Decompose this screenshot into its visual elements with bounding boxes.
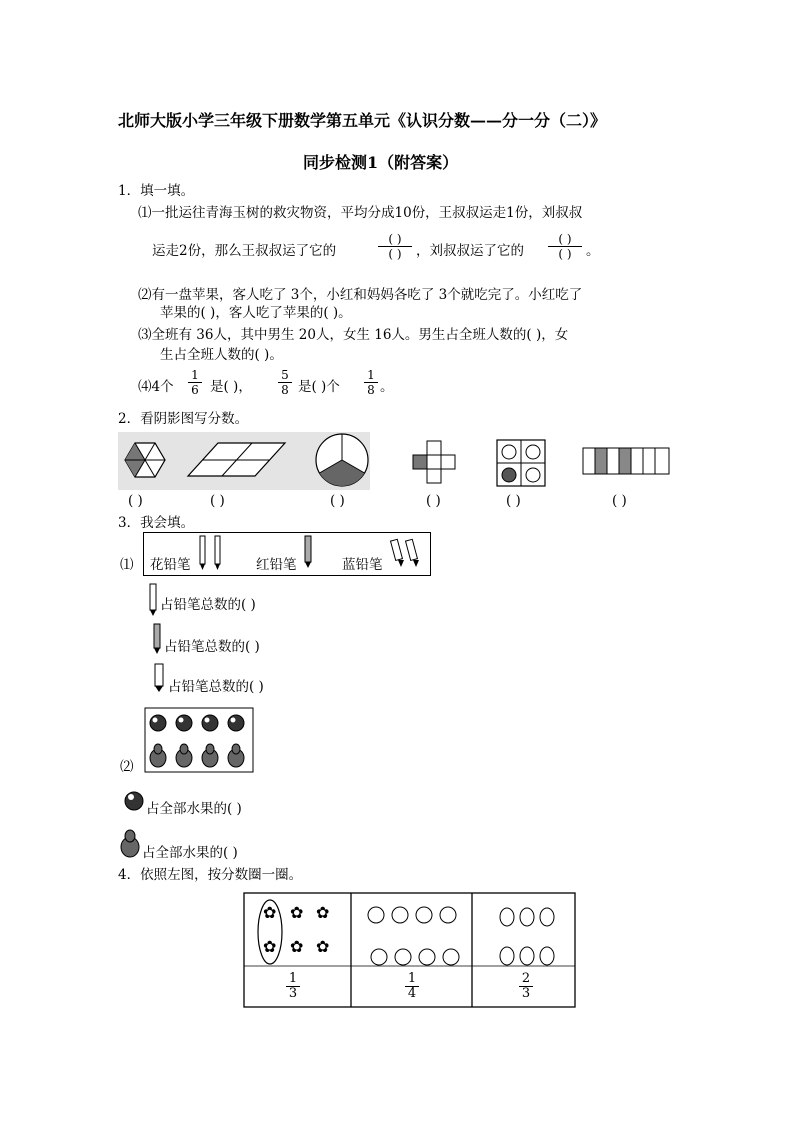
- q3-pencil-line-b: 占铅笔总数的( ): [164, 639, 260, 655]
- q1-p4-b: 是( )，: [210, 379, 252, 395]
- fraction-blank-2-den: ( ): [558, 247, 572, 261]
- q2-heading: 2．看阴影图写分数。: [118, 411, 249, 427]
- svg-text:✿: ✿: [316, 903, 330, 922]
- fraction-den: 3: [521, 986, 531, 1001]
- q4-heading: 4．依照左图，按分数圈一圈。: [118, 867, 303, 883]
- svg-text:✿: ✿: [316, 937, 330, 956]
- fraction-num: 1: [367, 368, 375, 382]
- fraction-den: 4: [407, 986, 417, 1001]
- q1-p1-line2b: ，刘叔叔运了它的: [416, 243, 524, 259]
- fraction-num: 1: [191, 368, 199, 382]
- q2-answer-5[interactable]: ( ): [506, 493, 521, 509]
- q1-p3-line2: 生占全班人数的( )。: [160, 347, 283, 363]
- pencil-flower-label: 花铅笔: [150, 557, 191, 573]
- q1-p1-line2c: 。: [586, 243, 600, 259]
- fraction-den: 8: [281, 383, 289, 397]
- page-title: 北师大版小学三年级下册数学第五单元《认识分数——分一分（二）》: [118, 111, 607, 130]
- fraction-num: 5: [281, 368, 289, 382]
- q2-answer-3[interactable]: ( ): [330, 493, 345, 509]
- q2-answer-1[interactable]: ( ): [128, 493, 143, 509]
- svg-text:✿: ✿: [290, 903, 304, 922]
- q1-p4-d: 。: [380, 379, 394, 395]
- q1-p3-line1: ⑶全班有 36人，其中男生 20人，女生 16人。男生占全班人数的( )，女: [138, 327, 569, 343]
- fraction-num: 1: [407, 971, 417, 986]
- q1-p2-line1: ⑵有一盘苹果，客人吃了 3个，小红和妈妈各吃了 3个就吃完了。小红吃了: [138, 287, 583, 303]
- q1-p4-c: 是( )个: [298, 379, 340, 395]
- fraction-den: 3: [288, 986, 298, 1001]
- q1-heading: 1．填一填。: [118, 183, 195, 199]
- q4-fraction-1: [286, 972, 300, 1001]
- q3-p1-label: ⑴: [120, 557, 134, 573]
- pencil-blue-label: 蓝铅笔: [342, 557, 383, 573]
- svg-text:✿: ✿: [263, 903, 277, 922]
- fraction-blank-2-num: ( ): [558, 232, 572, 246]
- q3-fruit-line-a: 占全部水果的( ): [146, 801, 242, 817]
- q2-answer-2[interactable]: ( ): [210, 493, 225, 509]
- q3-pencil-line-a: 占铅笔总数的( ): [160, 597, 256, 613]
- page-subtitle: 同步检测1（附答案）: [303, 153, 459, 172]
- svg-text:✿: ✿: [290, 937, 304, 956]
- q1-p1-line1: ⑴一批运往青海玉树的救灾物资，平均分成10份，王叔叔运走1份，刘叔叔: [138, 205, 583, 221]
- q3-fruit-line-b: 占全部水果的( ): [142, 845, 238, 861]
- svg-text:✿: ✿: [263, 937, 277, 956]
- q3-p2-label: ⑵: [120, 759, 134, 775]
- q3-heading: 3．我会填。: [118, 515, 195, 531]
- q2-answer-4[interactable]: ( ): [426, 493, 441, 509]
- q1-p1-line2a: 运走2份，那么王叔叔运了它的: [152, 243, 337, 259]
- q1-p4-a: ⑷4个: [138, 379, 174, 395]
- fraction-num: 1: [288, 971, 298, 986]
- fraction-den: 6: [191, 383, 199, 397]
- pencil-red-label: 红铅笔: [256, 557, 297, 573]
- q4-fraction-3: [519, 972, 533, 1001]
- q4-fraction-2: [405, 972, 419, 1001]
- q2-answer-6[interactable]: ( ): [612, 493, 627, 509]
- q1-p2-line2: 苹果的( )，客人吃了苹果的( )。: [160, 305, 352, 321]
- q3-pencil-line-c: 占铅笔总数的( ): [168, 679, 264, 695]
- fraction-blank-1-den: ( ): [388, 247, 402, 261]
- fraction-num: 2: [521, 971, 531, 986]
- fraction-blank-1-num: ( ): [388, 232, 402, 246]
- fraction-den: 8: [367, 383, 375, 397]
